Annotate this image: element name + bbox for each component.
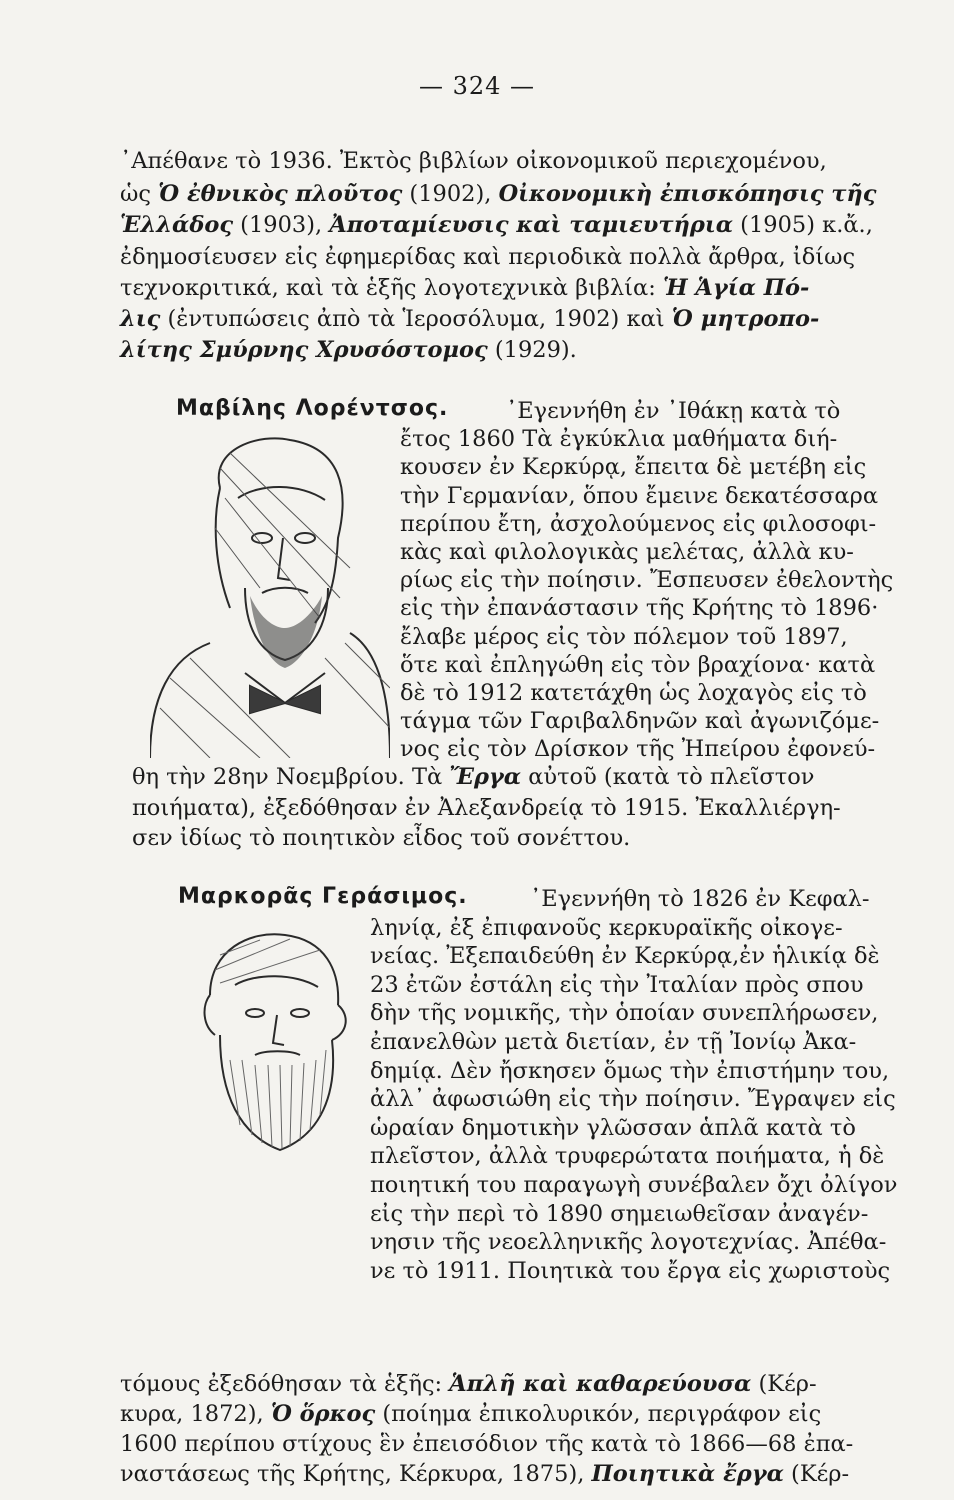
book-title: Ἀποταμίευσις καὶ ταμιευτήρια — [329, 212, 734, 238]
intro-line-3: Ἑλλάδος (1903), Ἀποταμίευσις καὶ ταμιευτήρια (1905) κ.ἄ., — [120, 212, 873, 238]
book-title: Ὁ ἐθνικὸς πλοῦτος — [158, 181, 403, 207]
entry1-line-14: θη τὴν 28ην Νοεμβρίου. Τὰ Ἔργα αὐτοῦ (κατὰ τὸ πλεῖστον — [132, 764, 815, 790]
book-title: λις — [120, 306, 161, 332]
entry2-line-3: νείας. Ἐξεπαιδεύθη ἐν Κερκύρᾳ,ἐν ἡλικίᾳ δὲ — [370, 943, 880, 970]
portrait-mavilis — [150, 428, 390, 758]
book-title: Ποιητικὰ ἔργα — [591, 1461, 784, 1487]
entry2-line-17: 1600 περίπου στίχους ἓν ἐπεισόδιον τῆς κατὰ τὸ 1866—68 ἐπα- — [120, 1431, 854, 1457]
entry2-line-11: ποιητική του παραγωγὴ συνέβαλεν ὄχι ὀλίγον — [370, 1172, 898, 1198]
entry2-line-13: νησιν τῆς νεοελληνικῆς λογοτεχνίας. Ἀπέθα- — [370, 1229, 887, 1256]
entry2-line-16: κυρα, 1872), Ὁ ὅρκος (ποίημα ἐπικολυρικόν, περιγράφον εἰς — [120, 1401, 822, 1427]
intro-line-7: λίτης Σμύρνης Χρυσόστομος (1929). — [120, 337, 577, 363]
book-title: Ἔργα — [449, 764, 522, 790]
entry2-line-9: ὡραίαν δημοτικὴν γλῶσσαν ἁπλᾶ κατὰ τὸ — [370, 1114, 856, 1141]
entry2-line-14: νε τὸ 1911. Ποιητικὰ του ἔργα εἰς χωριστοὺς — [370, 1257, 891, 1284]
intro-line-5: τεχνοκριτικά, καὶ τὰ ἑξῆς λογοτεχνικὰ βιβλία: Ἡ Ἁγία Πό- — [120, 275, 810, 301]
entry2-line-6: ἐπανελθὼν μετὰ διετίαν, ἐν τῇ Ἰονίῳ Ἀκα- — [370, 1029, 857, 1055]
book-title: Ἡ Ἁγία Πό- — [662, 275, 810, 301]
intro-line-1: ᾿Απέθανε τὸ 1936. Ἐκτὸς βιβλίων οἰκονομικοῦ περιεχομένου, — [120, 148, 827, 174]
entry1-line-3: κουσεν ἐν Κερκύρᾳ, ἔπειτα δὲ μετέβη εἰς — [400, 454, 867, 481]
entry1-line-7: ρίως εἰς τὴν ποίησιν. Ἔσπευσεν ἐθελοντὴς — [400, 567, 894, 594]
entry2-line-5: δὴν τῆς νομικῆς, τὴν ὁποίαν συνεπλήρωσεν, — [370, 1000, 879, 1027]
entry1-line-4: τὴν Γερμανίαν, ὅπου ἔμεινε δεκατέσσαρα — [400, 482, 879, 509]
entry2-line-4: 23 ἐτῶν ἐστάλη εἰς τὴν Ἰταλίαν πρὸς σπου — [370, 971, 864, 998]
portrait-markoras — [180, 925, 355, 1155]
book-title: Ὁ μητροπο- — [671, 306, 820, 332]
entry2-line-18: ναστάσεως τῆς Κρήτης, Κέρκυρα, 1875), Ποιητικὰ ἔργα (Κέρ- — [120, 1461, 850, 1487]
entry-name-markoras: Μαρκορᾶς Γεράσιμος. — [178, 884, 468, 909]
entry1-line-11: δὲ τὸ 1912 κατετάχθη ὡς λοχαγὸς εἰς τὸ — [400, 680, 867, 706]
entry2-line-12: εἰς τὴν περὶ τὸ 1890 σημειωθεῖσαν ἀναγέν- — [370, 1200, 869, 1227]
entry1-line-9: ἔλαβε μέρος εἰς τὸν πόλεμον τοῦ 1897, — [400, 623, 848, 650]
entry1-line-1: ᾿Εγεννήθη ἐν ᾿Ιθάκῃ κατὰ τὸ — [506, 398, 841, 424]
entry2-line-15: τόμους ἐξεδόθησαν τὰ ἑξῆς: Ἁπλῆ καὶ καθαρεύουσα (Κέρ- — [120, 1371, 817, 1397]
entry1-line-16: σεν ἰδίως τὸ ποιητικὸν εἶδος τοῦ σονέττου. — [132, 825, 631, 851]
book-title: λίτης Σμύρνης Χρυσόστομος — [120, 337, 488, 363]
entry1-line-8: εἰς τὴν ἐπανάστασιν τῆς Κρήτης τὸ 1896· — [400, 595, 879, 622]
book-title: Οἰκονομικὴ ἐπισκόπησις τῆς — [498, 181, 877, 207]
entry2-line-7: δημίᾳ. Δὲν ἤσκησεν ὅμως τὴν ἐπιστήμην του, — [370, 1057, 890, 1084]
book-title: Ὁ ὅρκος — [270, 1401, 376, 1427]
entry2-line-2: ληνίᾳ, ἐξ ἐπιφανοῦς κερκυραϊκῆς οἰκογε- — [370, 914, 843, 941]
entry2-line-8: ἀλλ᾿ ἀφωσιώθη εἰς τὴν ποίησιν. Ἔγραψεν εἰς — [370, 1086, 896, 1113]
entry1-line-15: ποιήματα), ἐξεδόθησαν ἐν Ἀλεξανδρείᾳ τὸ 1915. Ἐκαλλιέργη- — [132, 795, 841, 821]
entry1-line-2: ἔτος 1860 Τὰ ἐγκύκλια μαθήματα διή- — [400, 426, 838, 453]
entry1-line-10: ὅτε καὶ ἐπληγώθη εἰς τὸν βραχίονα· κατὰ — [400, 651, 876, 678]
entry1-line-5: περίπου ἔτη, ἀσχολούμενος εἰς φιλοσοφι- — [400, 510, 877, 537]
entry2-line-10: πλεῖστον, ἀλλὰ τρυφερώτατα ποιήματα, ἡ δὲ — [370, 1143, 885, 1170]
intro-line-4: ἐδημοσίευσεν εἰς ἐφημερίδας καὶ περιοδικὰ πολλὰ ἄρθρα, ἰδίως — [120, 244, 856, 270]
entry2-line-1: ᾿Εγεννήθη τὸ 1826 ἐν Κεφαλ- — [530, 886, 870, 912]
entry1-line-13: νος εἰς τὸν Δρίσκον τῆς Ἠπείρου ἐφονεύ- — [400, 736, 876, 763]
entry1-line-12: τάγμα τῶν Γαριβαλδηνῶν καὶ ἀγωνιζόμε- — [400, 708, 880, 735]
entry1-line-6: κὰς καὶ φιλολογικὰς μελέτας, ἀλλὰ κυ- — [400, 539, 854, 565]
book-title: Ἑλλάδος — [120, 212, 234, 238]
intro-line-2: ὡς Ὁ ἐθνικὸς πλοῦτος (1902), Οἰκονομικὴ ἐπισκόπησις τῆς — [120, 181, 877, 207]
intro-line-6: λις (ἐντυπώσεις ἀπὸ τὰ Ἱεροσόλυμα, 1902) καὶ Ὁ μητροπο- — [120, 306, 820, 332]
entry-name-mavilis: Μαβίλης Λορέντσος. — [176, 396, 449, 421]
page-number: — 324 — — [418, 72, 536, 100]
book-title: Ἁπλῆ καὶ καθαρεύουσα — [449, 1371, 752, 1397]
